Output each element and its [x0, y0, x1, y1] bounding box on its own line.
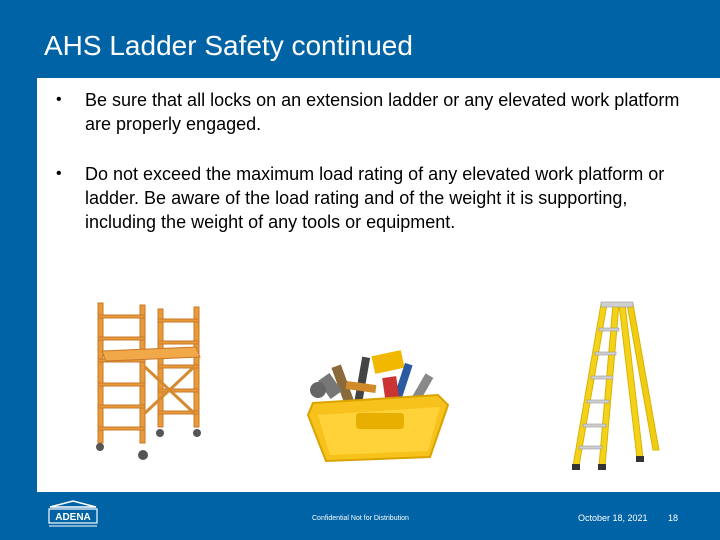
adena-logo — [46, 499, 100, 531]
bullet-item — [56, 162, 686, 234]
confidential-notice: Confidential Not for Distribution — [312, 515, 409, 522]
bullet-marker: • — [56, 91, 62, 108]
bullet-text: Do not exceed the maximum load rating of any elevated work platform or ladder. Be aware of the load rating and of the weight it is supporting, including the weight of any tools or equipment. — [85, 164, 665, 232]
slide-title: AHS Ladder Safety continued — [44, 30, 413, 61]
bullet-text: Be sure that all locks on an extension ladder or any elevated work platform are properly engaged. — [85, 90, 680, 134]
svg-text:ADENA: ADENA — [55, 512, 91, 523]
bullet-marker: • — [56, 165, 62, 182]
bullet-list — [56, 88, 686, 260]
toolbox-icon — [298, 345, 453, 465]
stepladder-icon — [565, 300, 665, 475]
bullet-item — [56, 88, 686, 136]
page-number: 18 — [668, 513, 679, 523]
left-band — [0, 78, 37, 498]
scaffold-icon — [88, 295, 208, 465]
slide-date: October 18, 2021 — [578, 513, 648, 523]
